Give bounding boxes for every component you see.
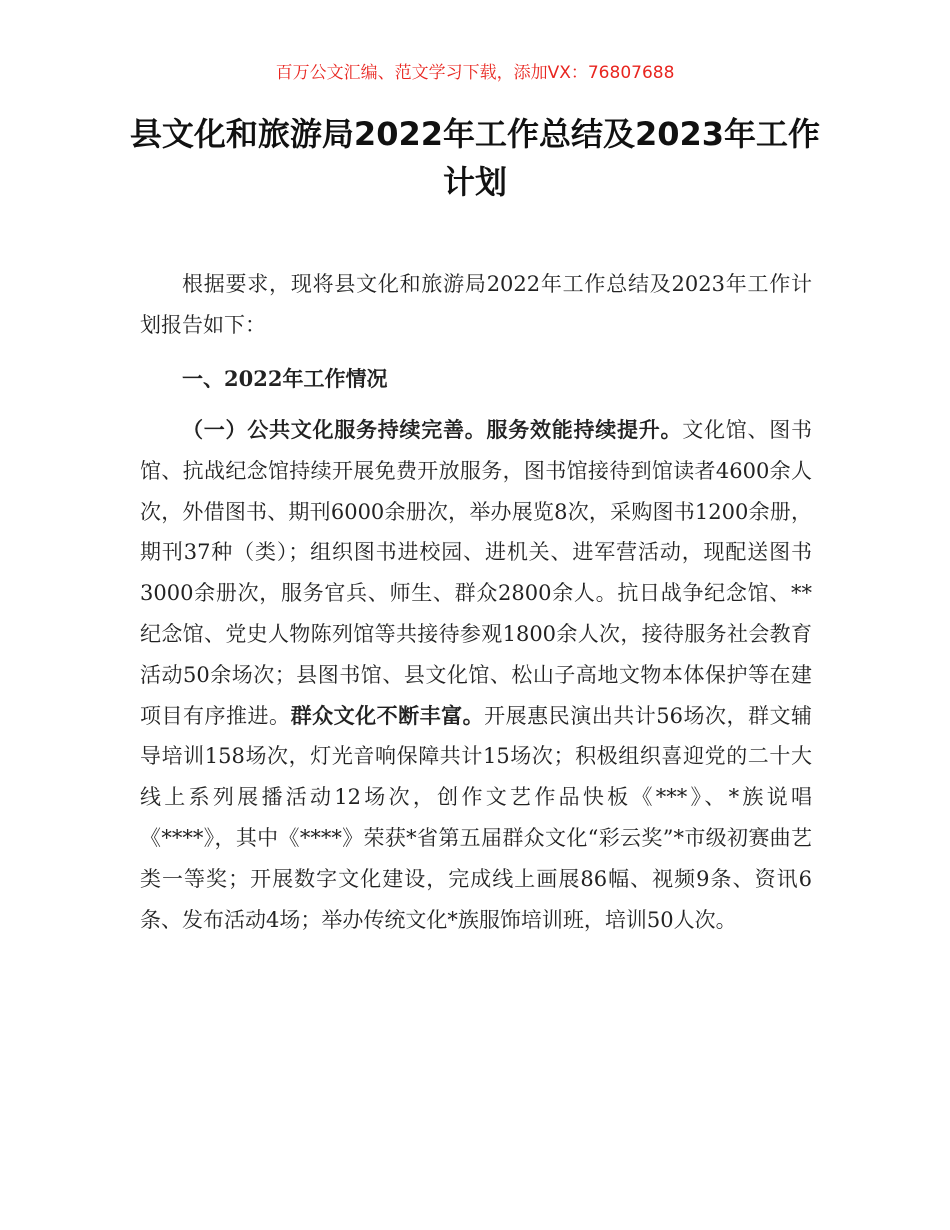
paragraph-text-1: 文化馆、图书馆、抗战纪念馆持续开展免费开放服务，图书馆接待到馆读者4600余人次，外借图书、期刊6000余册次，举办展览8次，采购图书1200余册，期刊37种（类）；组织图书进校园、进机关、进军营活动，现配送图书3000余册次，服务官兵、师生、群众2800余人。抗日战争纪念馆、**纪念馆、党史人物陈列馆等共接待参观1800余人次，接待服务社会教育活动50余场次；县图书馆、县文化馆、松山子高地文物本体保护等在建项目有序推进。 [140,418,812,728]
paragraph-lead-bold: （一）公共文化服务持续完善。服务效能持续提升。 [182,417,683,442]
paragraph-mid-bold: 群众文化不断丰富。 [290,702,485,728]
paragraph-public-culture [140,410,812,940]
document-title: 县文化和旅游局2022年工作总结及2023年工作计划 [129,115,821,201]
intro-paragraph: 根据要求，现将县文化和旅游局2022年工作总结及2023年工作计划报告如下： [140,272,812,337]
watermark-banner: 百万公文汇编、范文学习下载，添加VX：76807688 [275,63,675,83]
paragraph-text-2: 开展惠民演出共计56场次，群文辅导培训158场次，灯光音响保障共计15场次；积极组织喜迎党的二十大线上系列展播活动12场次，创作文艺作品快板《***》、*族说唱《****》，其中《****》荣获*省第五届群众文化“彩云奖”*市级初赛曲艺类一等奖；开展数字文化建设，完成线上画展86幅、视频9条、资讯6条、发布活动4场；举办传统文化*族服饰培训班，培训50人次。 [140,703,813,932]
section-heading-1: 一、2022年工作情况 [182,366,388,391]
